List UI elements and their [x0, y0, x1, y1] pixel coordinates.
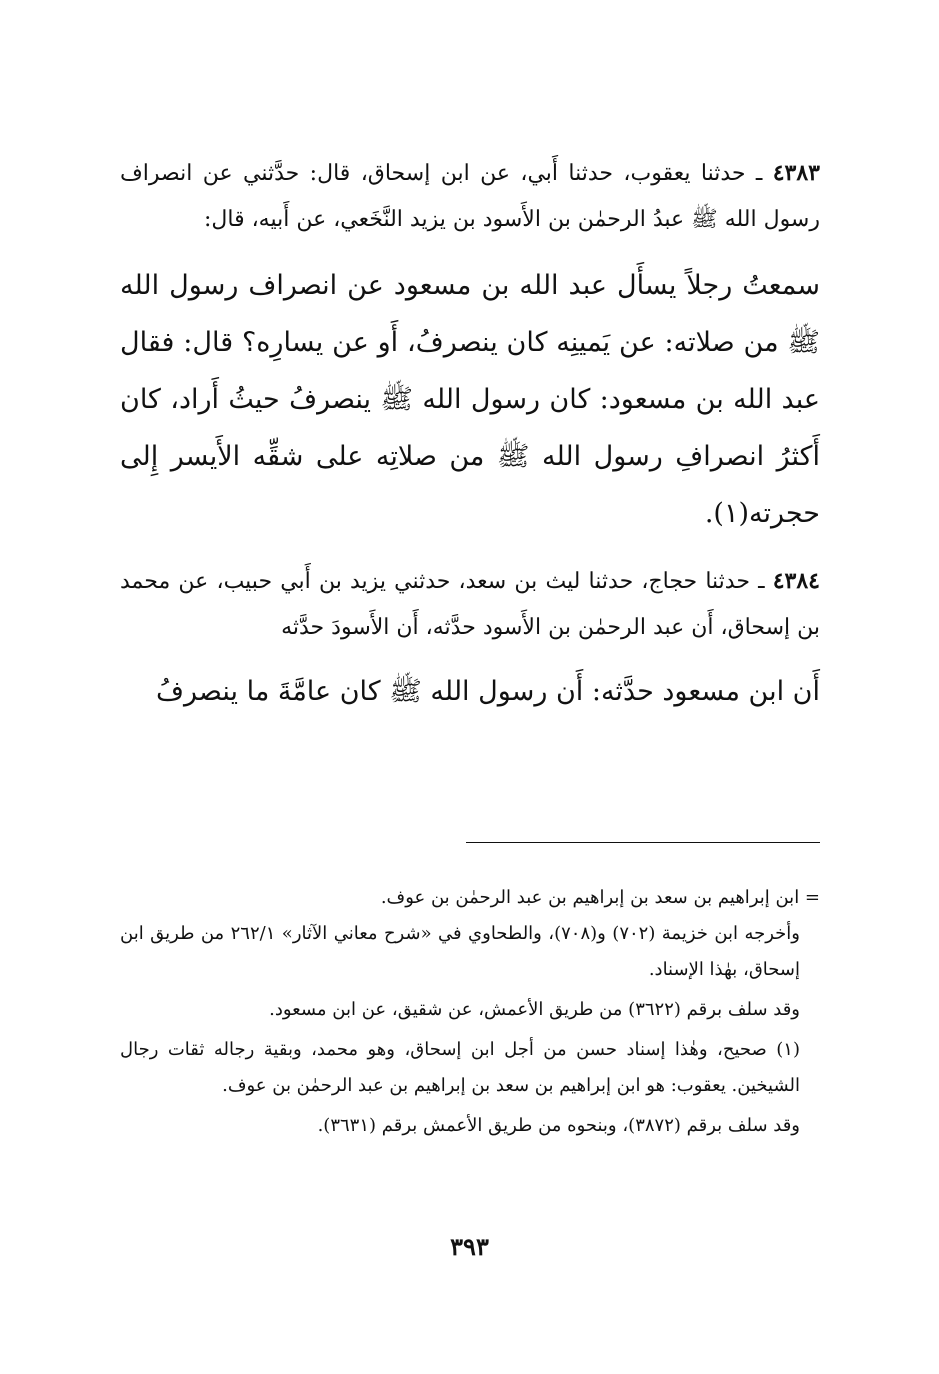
footnote-1: (١) صحيح، وهٰذا إسناد حسن من أجل ابن إسحاق، وهو محمد، وبقية رجاله ثقات رجال الشيخين. يعقوب: هو ابن إبراهيم بن سعد بن إبراهيم بن عبد الرحمٰن بن عوف.	[120, 1039, 800, 1096]
main-text	[120, 150, 820, 720]
hadith-4383-text: سمعتُ رجلاً يسأَل عبد الله بن مسعود عن انصراف رسول الله ﷺ من صلاته: عن يَمينِه كان ينصرفُ، أَو عن يسارِه؟ قال: فقال عبد الله بن مسعود: كان رسول الله ﷺ ينصرفُ حيثُ أَراد، كان أَكثرُ انصرافِ رسول الله ﷺ من صلاتِه على شقِّه الأَيسر إِلى حجرته(١).	[120, 270, 820, 529]
hadith-number: ٤٣٨٣	[772, 160, 820, 186]
footnote-separator	[466, 842, 820, 843]
footnotes	[120, 880, 820, 1144]
hadith-4383-chain	[120, 150, 820, 243]
hadith-4384-chain	[120, 558, 820, 651]
footnote-line: = ابن إبراهيم بن سعد بن إبراهيم بن عبد الرحمٰن بن عوف.	[380, 887, 820, 908]
hadith-number: ٤٣٨٤	[772, 568, 820, 594]
footnote-line: وأخرجه ابن خزيمة (٧٠٢) و(٧٠٨)، والطحاوي في «شرح معاني الآثار» ٢٦٢/١ من طريق ابن إسحاق، بهٰذا الإسناد.	[120, 923, 800, 980]
footnote-line: وقد سلف برقم (٣٦٢٢) من طريق الأعمش، عن شقيق، عن ابن مسعود.	[269, 999, 800, 1020]
page-number: ٣٩٣	[450, 1232, 489, 1261]
isnad-text: ـ حدثنا يعقوب، حدثنا أَبي، عن ابن إسحاق، قال: حدَّثني عن انصراف رسول الله ﷺ عبدُ الرحمٰن بن الأَسود بن يزيد النَّخَعي، عن أَبيه، قال:	[120, 161, 820, 232]
footnote-line: وقد سلف برقم (٣٨٧٢)، وبنحوه من طريق الأعمش برقم (٣٦٣١).	[317, 1115, 800, 1136]
hadith-4384-text: أَن ابن مسعود حدَّثه: أَن رسول الله ﷺ كان عامَّةَ ما ينصرفُ	[156, 676, 820, 707]
isnad-text: ـ حدثنا حجاج، حدثنا ليث بن سعد، حدثني يزيد بن أَبي حبيب، عن محمد بن إسحاق، أَن عبد الرحمٰن بن الأَسود حدَّثه، أَن الأَسودَ حدَّثه	[120, 569, 820, 640]
